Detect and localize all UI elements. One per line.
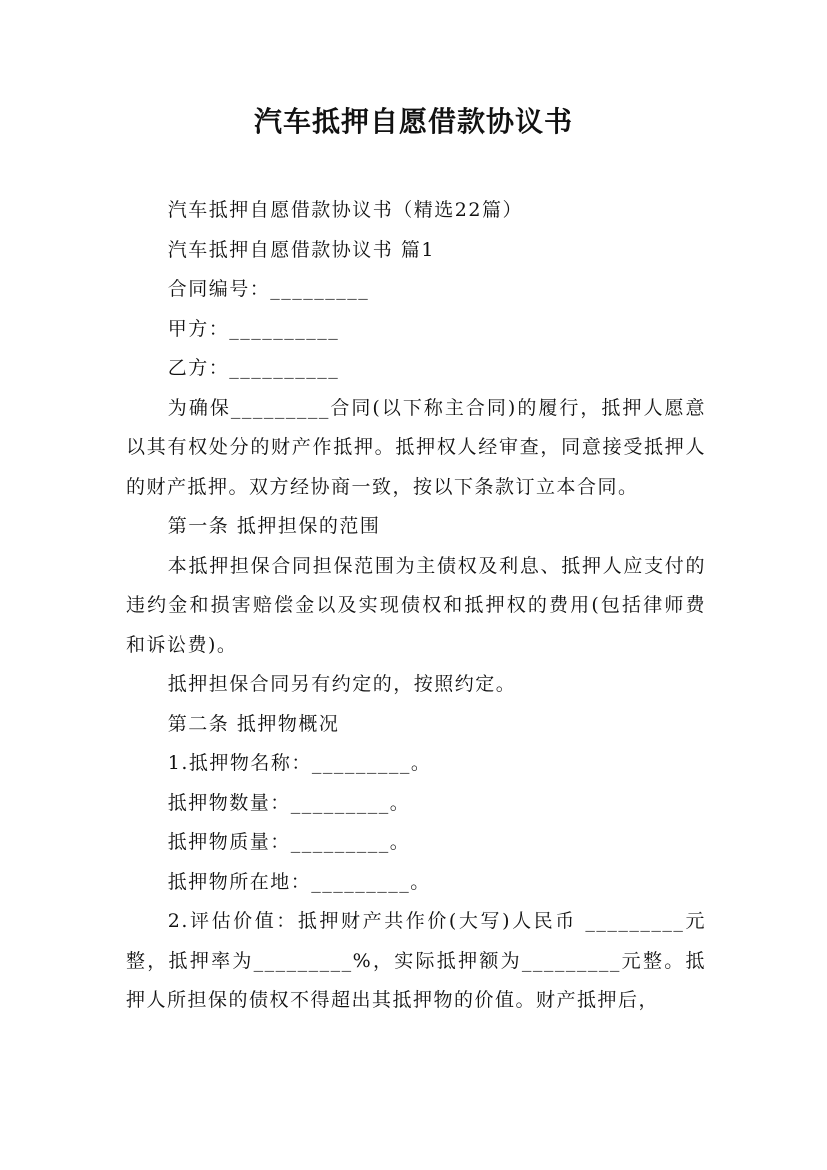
paragraph-subtitle: 汽车抵押自愿借款协议书（精选22篇） xyxy=(167,199,523,221)
paragraph-preamble: 为确保_________合同(以下称主合同)的履行，抵押人愿意以其有权处分的财产作抵押。抵押权人经审查，同意接受抵押人的财产抵押。双方经协商一致，按以下条款订立本合同。 xyxy=(126,396,706,498)
paragraph-collateral-quality: 抵押物质量：_________。 xyxy=(167,831,411,853)
paragraph-article-2-heading: 第二条 抵押物概况 xyxy=(167,712,340,735)
paragraph-contract-number: 合同编号：_________ xyxy=(167,278,370,300)
paragraph-collateral-name: 1.抵押物名称：_________。 xyxy=(167,752,432,774)
paragraph-party-b: 乙方：__________ xyxy=(167,357,340,379)
paragraph-party-a: 甲方：__________ xyxy=(167,317,340,340)
paragraph-article-1-heading: 第一条 抵押担保的范围 xyxy=(167,515,381,537)
paragraph-article-1-other: 抵押担保合同另有约定的，按照约定。 xyxy=(167,673,517,695)
document-body xyxy=(126,191,706,1021)
paragraph-collateral-location: 抵押物所在地：_________。 xyxy=(167,870,431,893)
paragraph-section-heading: 汽车抵押自愿借款协议书 篇1 xyxy=(167,238,435,261)
paragraph-collateral-quantity: 抵押物数量：_________。 xyxy=(167,791,411,814)
document-title: 汽车抵押自愿借款协议书 xyxy=(253,105,573,138)
paragraph-valuation: 2.评估价值：抵押财产共作价(大写)人民币 _________元整，抵押率为_________%，实际抵押额为_________元整。抵押人所担保的债权不得超出其抵押物的价值。财产抵押后， xyxy=(126,910,706,1011)
paragraph-article-1-scope: 本抵押担保合同担保范围为主债权及利息、抵押人应支付的违约金和损害赔偿金以及实现债权和抵押权的费用(包括律师费和诉讼费)。 xyxy=(126,554,706,656)
